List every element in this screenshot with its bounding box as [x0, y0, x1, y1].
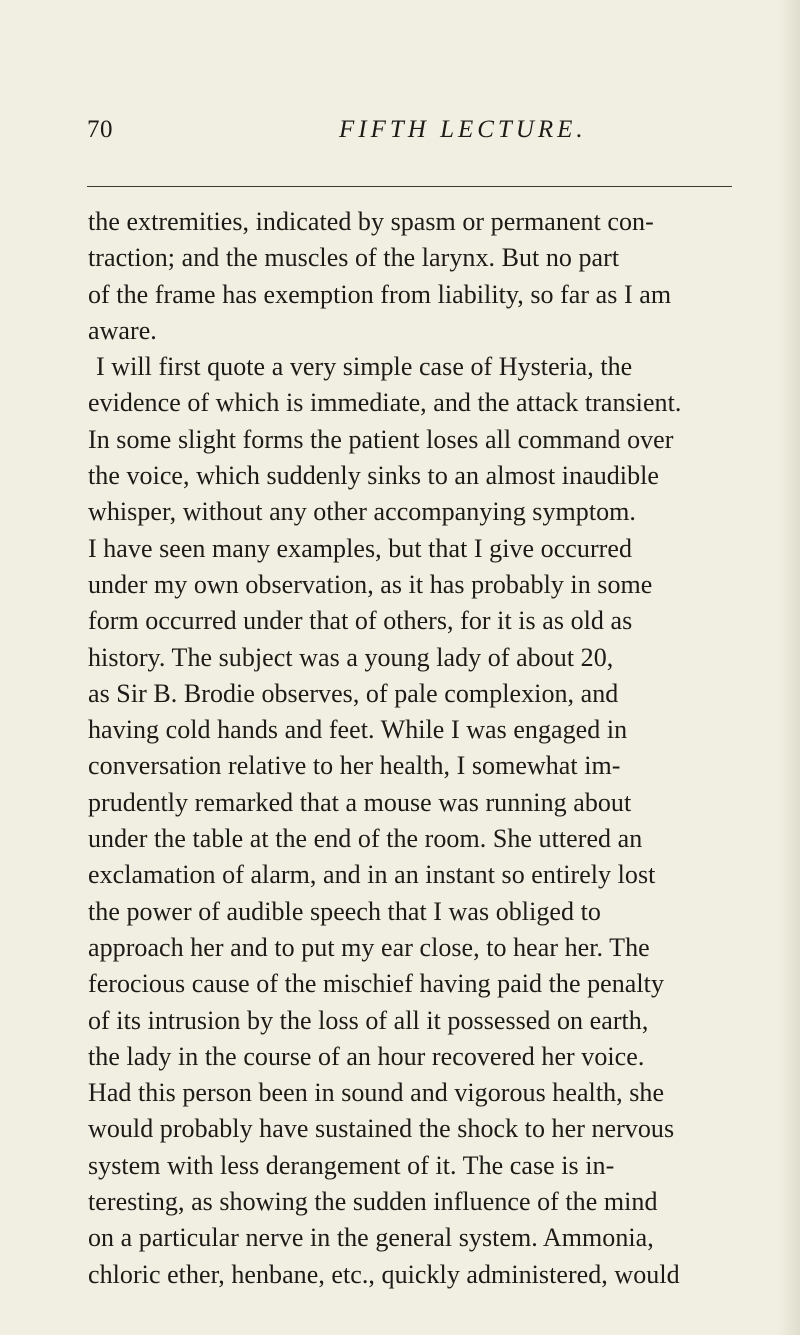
- text-line: teresting, as showing the sudden influence of the mind: [88, 1187, 658, 1217]
- text-line: aware.: [88, 315, 157, 345]
- text-line: the power of audible speech that I was obliged to: [88, 896, 601, 926]
- text-line: ferocious cause of the mischief having paid the penalty: [88, 969, 664, 999]
- text-line: conversation relative to her health, I somewhat im-: [88, 751, 621, 781]
- text-line: evidence of which is immediate, and the attack transient.: [88, 388, 682, 418]
- text-line: on a particular nerve in the general system. Ammonia,: [88, 1223, 654, 1253]
- text-line: form occurred under that of others, for it is as old as: [88, 606, 633, 636]
- text-line: I have seen many examples, but that I give occurred: [88, 533, 633, 563]
- text-line: exclamation of alarm, and in an instant so entirely lost: [88, 860, 656, 890]
- text-line: having cold hands and feet. While I was engaged in: [88, 715, 628, 745]
- text-line: the voice, which suddenly sinks to an almost inaudible: [88, 461, 659, 491]
- text-line: traction; and the muscles of the larynx. But no part: [88, 243, 620, 273]
- text-line: of its intrusion by the loss of all it possessed on earth,: [88, 1005, 649, 1035]
- text-line: would probably have sustained the shock to her nervous: [88, 1114, 675, 1144]
- text-line: under the table at the end of the room. She uttered an: [88, 824, 643, 854]
- text-line: of the frame has exemption from liability, so far as I am: [88, 279, 672, 309]
- text-line: under my own observation, as it has probably in some: [88, 569, 653, 599]
- running-head: FIFTH LECTURE.: [339, 116, 587, 143]
- text-line: system with less derangement of it. The case is in-: [88, 1150, 615, 1180]
- text-line: In some slight forms the patient loses all command over: [88, 424, 674, 454]
- text-line: whisper, without any other accompanying symptom.: [88, 497, 636, 527]
- text-line: the extremities, indicated by spasm or permanent con-: [88, 207, 654, 236]
- page-edge-shadow: [778, 0, 800, 1335]
- page-header: [87, 116, 727, 156]
- text-line: Had this person been in sound and vigorous health, she: [88, 1078, 665, 1108]
- text-line: approach her and to put my ear close, to hear her. The: [88, 932, 650, 962]
- paragraph-start-line: I will first quote a very simple case of Hysteria, the: [96, 352, 633, 382]
- page-number: 70: [87, 116, 113, 143]
- text-line: history. The subject was a young lady of about 20,: [88, 642, 614, 672]
- body-text: [88, 204, 768, 1293]
- text-line: prudently remarked that a mouse was running about: [88, 787, 632, 817]
- header-rule: [87, 186, 732, 187]
- text-line: the lady in the course of an hour recovered her voice.: [88, 1041, 645, 1071]
- text-line: chloric ether, henbane, etc., quickly administered, would: [88, 1259, 680, 1289]
- text-line: as Sir B. Brodie observes, of pale complexion, and: [88, 678, 619, 708]
